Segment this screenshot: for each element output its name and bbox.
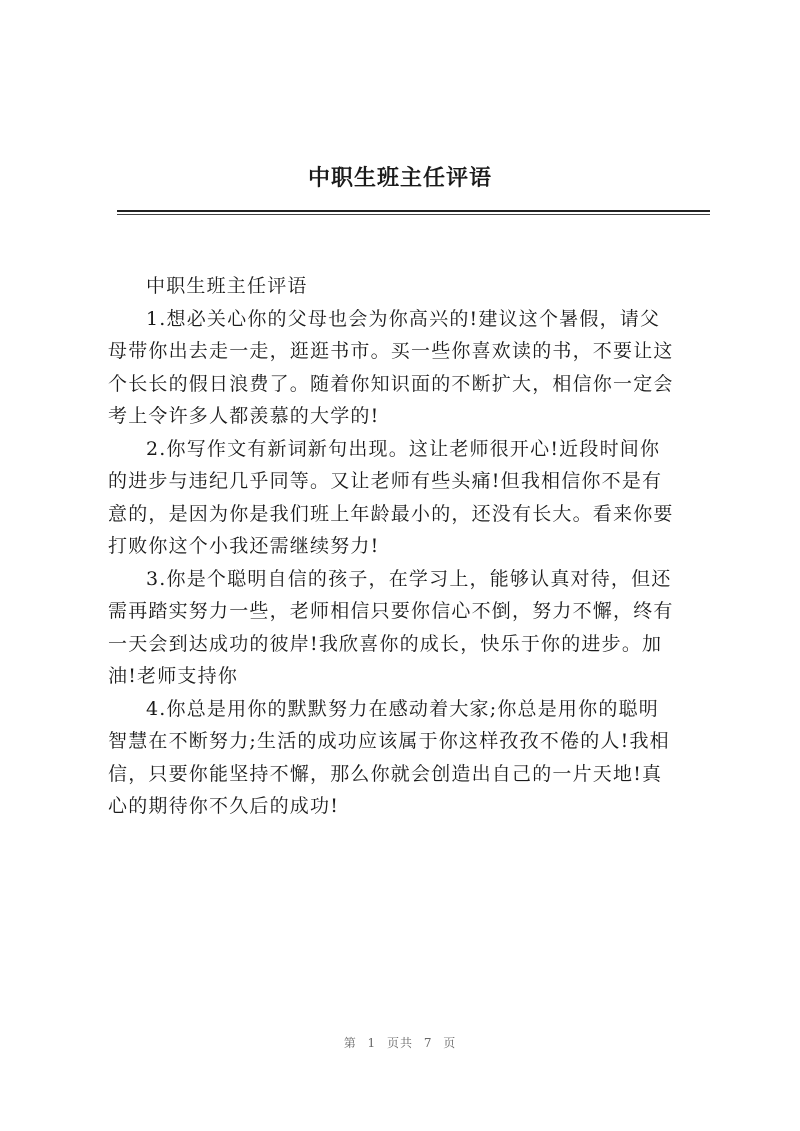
title-divider	[117, 210, 710, 212]
document-body	[108, 270, 714, 823]
intro-line: 中职生班主任评语	[146, 275, 308, 297]
page-title: 中职生班主任评语	[307, 165, 492, 191]
comment-paragraph-4: 4.你总是用你的默默努力在感动着大家;你总是用你的聪明 智慧在不断努力;生活的成功应该属于你这样孜孜不倦的人!我相 信，只要你能坚持不懈，那么你就会创造出自己的一片天地!真 心的期待你不久后的成功!	[108, 697, 670, 817]
comment-paragraph-3: 3.你是个聪明自信的孩子，在学习上，能够认真对待，但还 需再踏实努力一些，老师相信只要你信心不倒，努力不懈，终有 一天会到达成功的彼岸!我欣喜你的成长，快乐于你的进步。加 油!老师支持你	[108, 567, 674, 687]
comment-paragraph-1: 1.想必关心你的父母也会为你高兴的!建议这个暑假，请父 母带你出去走一走，逛逛书市。买一些你喜欢读的书，不要让这 个长长的假日浪费了。随着你知识面的不断扩大，相信你一定会 考上令许多人都羡慕的大学的!	[108, 307, 674, 427]
page-number-footer: 第 1 页共 7 页	[343, 1036, 457, 1050]
comment-paragraph-2: 2.你写作文有新词新句出现。这让老师很开心!近段时间你 的进步与违纪几乎同等。又让老师有些头痛!但我相信你不是有 意的，是因为你是我们班上年龄最小的，还没有长大。看来你要 打败你这个小我还需继续努力!	[108, 437, 674, 557]
title-divider-thin	[117, 214, 710, 215]
